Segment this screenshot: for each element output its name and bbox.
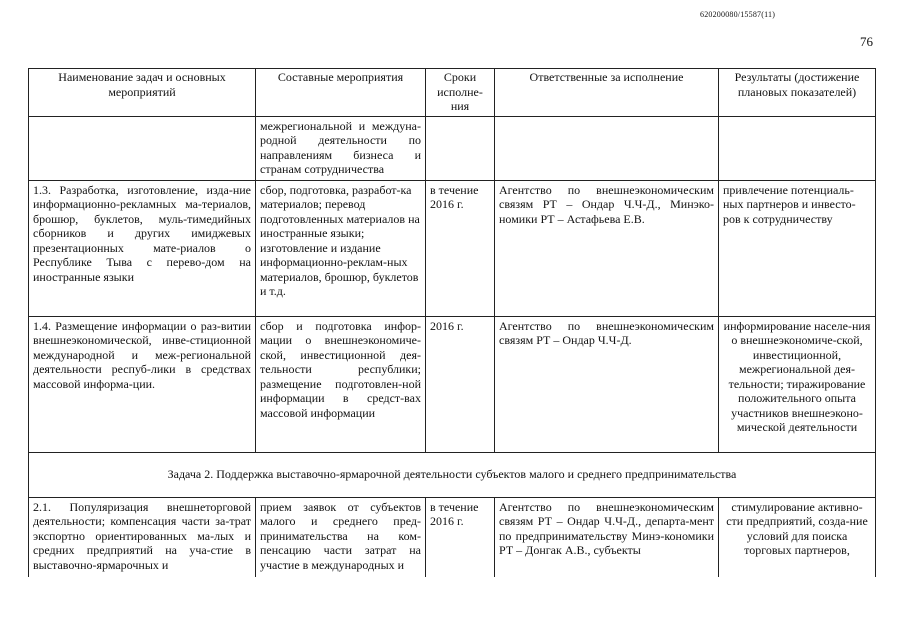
header-responsible: Ответственные за исполнение (495, 69, 719, 117)
row-task-name (29, 116, 256, 180)
row-results: информирование населе-ния о внешнеэкономиче-ской, инвестиционной, межрегиональной дея-тельности; тиражирование положительного опыта участников внешнеэконо-мической деятельности (719, 316, 876, 452)
task-2-heading: Задача 2. Поддержка выставочно-ярмарочной деятельности субъектов малого и среднего предпринимательства (29, 452, 876, 497)
row-activities: сбор, подготовка, разработ-ка материалов; перевод подготовленных материалов на иностранные языки; изготовление и издание информационно-реклам-ных материалов, брошюр, буклетов и т.д. (256, 180, 426, 316)
header-deadline: Сроки исполне-ния (426, 69, 495, 117)
row-responsible: Агентство по внешнеэкономическим связям РТ – Ондар Ч.Ч-Д., Минэко-номики РТ – Астафьева Е.В. (495, 180, 719, 316)
page-number: 76 (860, 34, 873, 49)
task-heading-row (29, 452, 876, 497)
row-results: стимулирование активно-сти предприятий, созда-ние условий для поиска торговых партнеров, (719, 497, 876, 577)
row-responsible: Агентство по внешнеэкономическим связям РТ – Ондар Ч.Ч-Д., департа-мент по предпринимательству Минэ-кономики РТ – Донгак А.В., субъекты (495, 497, 719, 577)
row-activities: сбор и подготовка инфор-мации о внешнеэкономиче-ской, инвестиционной дея-тельности республики; размещение подготовлен-ной информации в средст-вах массовой информации (256, 316, 426, 452)
table-row (29, 116, 876, 180)
row-results: привлечение потенциаль-ных партнеров и инвесто-ров к сотрудничеству (719, 180, 876, 316)
header-results: Результаты (достижение плановых показателей) (719, 69, 876, 117)
row-deadline: в течение 2016 г. (426, 497, 495, 577)
row-task-name: 2.1. Популяризация внешнеторговой деятельности; компенсация части за-трат экспортно ориентированных ма-лых и средних предприятий на уча-стие в выставочно-ярмарочных и (29, 497, 256, 577)
header-tasks: Наименование задач и основных мероприятий (29, 69, 256, 117)
table-header-row (29, 69, 876, 117)
document-number: 620200080/15587(11) (700, 10, 776, 19)
row-activities: межрегиональной и междуна-родной деятельности по направлениям бизнеса и странам сотрудничества (256, 116, 426, 180)
table-row (29, 316, 876, 452)
table-row (29, 497, 876, 577)
measures-table (28, 68, 876, 577)
row-results (719, 116, 876, 180)
row-activities: прием заявок от субъектов малого и среднего пред-принимательства на ком-пенсацию части затрат на участие в международных и (256, 497, 426, 577)
row-deadline: в течение 2016 г. (426, 180, 495, 316)
row-task-name: 1.3. Разработка, изготовление, изда-ние информационно-рекламных ма-териалов, брошюр, буклетов, муль-тимедийных сборников и других имиджевых презентационных мате-риалов о Республике Тыва с перево-дом на иностранные языки (29, 180, 256, 316)
row-responsible (495, 116, 719, 180)
table-row (29, 180, 876, 316)
header-activities: Составные мероприятия (256, 69, 426, 117)
row-task-name: 1.4. Размещение информации о раз-витии внешнеэкономической, инве-стиционной международной и меж-региональной деятельности респуб-лики в средствах массовой информа-ции. (29, 316, 256, 452)
row-responsible: Агентство по внешнеэкономическим связям РТ – Ондар Ч.Ч-Д. (495, 316, 719, 452)
row-deadline: 2016 г. (426, 316, 495, 452)
row-deadline (426, 116, 495, 180)
